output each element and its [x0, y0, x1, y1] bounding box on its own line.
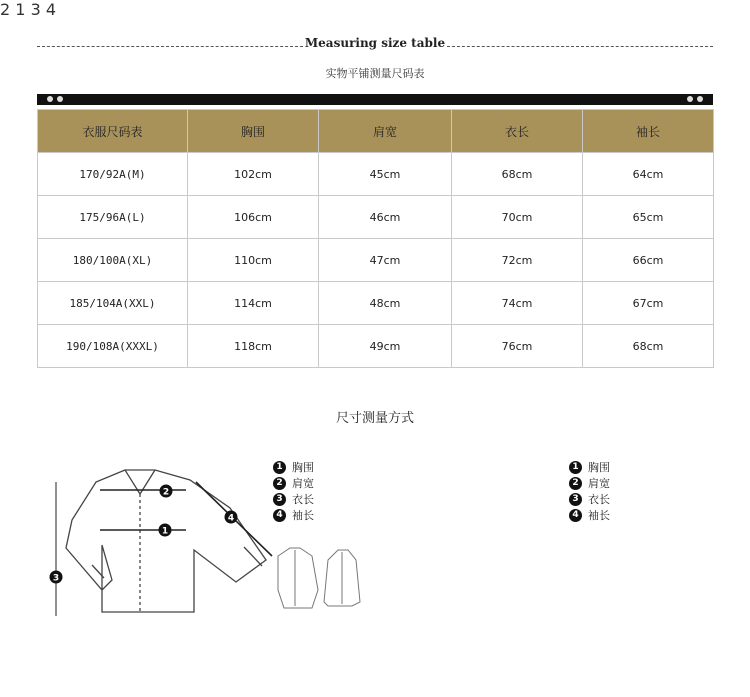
legend-label: 衣长 [588, 493, 610, 506]
chest-cell: 114cm [188, 282, 319, 325]
number-3-icon: 3 [273, 493, 286, 506]
legend-label: 胸围 [588, 461, 610, 474]
chest-cell: 102cm [188, 153, 319, 196]
svg-text:1: 1 [161, 526, 169, 537]
length-cell: 76cm [452, 325, 583, 368]
sleeve-cell: 67cm [583, 282, 714, 325]
sweater-markers: 2 1 3 4 [0, 0, 57, 19]
column-header: 肩宽 [319, 110, 452, 153]
svg-text:3: 3 [52, 573, 60, 584]
shirt-measure-lines [56, 482, 272, 616]
column-header: 胸围 [188, 110, 319, 153]
shoulder-cell: 48cm [319, 282, 452, 325]
number-4-icon: 4 [569, 509, 582, 522]
legend-label: 袖长 [588, 509, 610, 522]
chest-cell: 110cm [188, 239, 319, 282]
shoulder-cell: 46cm [319, 196, 452, 239]
legend-label: 肩宽 [292, 477, 314, 490]
shirt-markers [50, 485, 238, 584]
legend-item [273, 475, 314, 491]
sleeve-cell: 66cm [583, 239, 714, 282]
svg-text:2: 2 [162, 487, 170, 498]
legend-item [569, 507, 610, 523]
legend-item [273, 491, 314, 507]
shoulder-cell: 47cm [319, 239, 452, 282]
legend-label: 袖长 [292, 509, 314, 522]
legend-label: 肩宽 [588, 477, 610, 490]
chest-cell: 118cm [188, 325, 319, 368]
shoulder-cell: 49cm [319, 325, 452, 368]
length-cell: 70cm [452, 196, 583, 239]
legend-item [273, 459, 314, 475]
sleeve-cell: 68cm [583, 325, 714, 368]
size-cell: 185/104A(XXL) [38, 282, 188, 325]
legend-label: 胸围 [292, 461, 314, 474]
number-3-icon: 3 [569, 493, 582, 506]
sleeve-cell: 64cm [583, 153, 714, 196]
size-cell: 180/100A(XL) [38, 239, 188, 282]
legend-item [569, 475, 610, 491]
length-cell: 68cm [452, 153, 583, 196]
size-cell: 170/92A(M) [38, 153, 188, 196]
svg-text:4: 4 [227, 513, 235, 524]
size-cell: 175/96A(L) [38, 196, 188, 239]
column-header: 衣长 [452, 110, 583, 153]
legend-item [273, 507, 314, 523]
number-2-icon: 2 [273, 477, 286, 490]
shoulder-cell: 45cm [319, 153, 452, 196]
legend-item [569, 491, 610, 507]
number-4-icon: 4 [273, 509, 286, 522]
size-cell: 190/108A(XXXL) [38, 325, 188, 368]
title-english: Measuring size table [304, 36, 446, 50]
legend-sweater [569, 459, 610, 523]
sleeve-cell: 65cm [583, 196, 714, 239]
number-1-icon: 1 [569, 461, 582, 474]
jacket-sketch-icon [278, 548, 360, 608]
chest-cell: 106cm [188, 196, 319, 239]
legend-label: 衣长 [292, 493, 314, 506]
column-header: 袖长 [583, 110, 714, 153]
length-cell: 74cm [452, 282, 583, 325]
length-cell: 72cm [452, 239, 583, 282]
legend-shirt [273, 459, 314, 523]
number-1-icon: 1 [273, 461, 286, 474]
column-header: 衣服尺码表 [38, 110, 188, 153]
number-2-icon: 2 [569, 477, 582, 490]
legend-item [569, 459, 610, 475]
measure-method-title: 尺寸测量方式 [335, 411, 414, 426]
title-chinese: 实物平铺测量尺码表 [325, 67, 425, 80]
